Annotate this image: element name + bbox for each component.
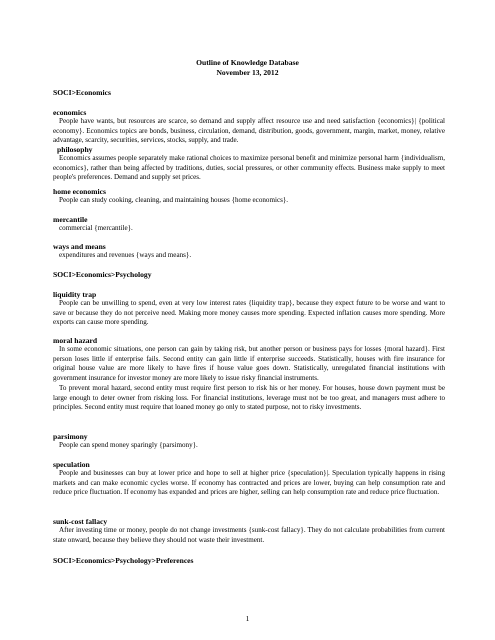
entry-body-philosophy bbox=[53, 154, 445, 183]
entry-text: Economics assumes people separately make rational choices to maximize personal benefit and minimize personal harm {individualism, economics}, rather than being affected by traditions, duties, social pressures, or other community effects. Business make supply to meet people's preferences. Demand and supply set prices. bbox=[53, 154, 445, 182]
entry-term-moral-hazard: moral hazard bbox=[53, 336, 98, 345]
entry-term-liquidity-trap: liquidity trap bbox=[53, 290, 97, 299]
entry-body-speculation bbox=[53, 469, 445, 498]
page-number: 1 bbox=[245, 614, 250, 623]
entry-text: commercial {mercantile}. bbox=[59, 224, 133, 232]
entry-body-ways-and-means bbox=[53, 251, 445, 261]
entry-body-sunk-cost-fallacy bbox=[53, 526, 445, 545]
entry-text: expenditures and revenues {ways and means}. bbox=[59, 251, 192, 259]
entry-term-speculation: speculation bbox=[53, 460, 90, 469]
section-heading: SOCI>Economics>Psychology>Preferences bbox=[53, 556, 194, 565]
section-heading: SOCI>Economics>Psychology bbox=[53, 270, 152, 279]
entry-text: In some economic situations, one person can gain by taking risk, but another person or business pays for losses {moral hazard}. First person loses little if enterprise fails. Second entity can gain little if enterprise succeeds. Statistically, houses with fire insurance for original house value are more likely to have fires if house value goes down. Statistically, unregulated financial institutions with government insurance for investor money are more likely to issue risky financial instruments. bbox=[53, 345, 445, 382]
entry-body-liquidity-trap bbox=[53, 299, 445, 328]
entry-term-philosophy: philosophy bbox=[57, 145, 93, 154]
entry-text: People can be unwilling to spend, even at very low interest rates {liquidity trap}, because they expect future to be worse and want to save or because they do not perceive need. Making more money causes more spending. Expected inflation causes more spending. More exports can cause more spending. bbox=[53, 299, 445, 327]
entry-term-home-economics: home economics bbox=[53, 187, 106, 196]
entry-text: People can spend money sparingly {parsimony}. bbox=[59, 441, 198, 449]
entry-text: People have wants, but resources are scarce, so demand and supply affect resource use and need satisfaction {economics}| {political economy}. Economics topics are bonds, business, circulation, demand, distribution, goods, government, margin, market, money, relative advantage, scarcity, securities, services, stocks, supply, and trade. bbox=[53, 117, 445, 145]
entry-body-moral-hazard-1 bbox=[53, 345, 445, 383]
entry-text: People can study cooking, cleaning, and maintaining houses {home economics}. bbox=[59, 196, 289, 204]
entry-body-mercantile bbox=[53, 224, 445, 234]
entry-text: People and businesses can buy at lower price and hope to sell at higher price {speculation}|. Speculation typically happens in rising markets and can make economic cycles worse. If economy has contracted and prices are lower, buying can help consumption rate and reduce price fluctuation. If economy has expanded and prices are higher, selling can help consumption rate and reduce price fluctuation. bbox=[53, 469, 445, 497]
entry-body-economics bbox=[53, 117, 445, 146]
entry-term-parsimony: parsimony bbox=[53, 432, 88, 441]
entry-term-economics: economics bbox=[53, 108, 87, 117]
entry-term-sunk-cost-fallacy: sunk-cost fallacy bbox=[53, 517, 108, 526]
entry-body-home-economics bbox=[53, 196, 445, 206]
document-title: Outline of Knowledge Database bbox=[196, 58, 299, 67]
document-date: November 13, 2012 bbox=[216, 68, 279, 77]
entry-term-mercantile: mercantile bbox=[53, 215, 88, 224]
section-heading: SOCI>Economics bbox=[53, 88, 111, 97]
entry-text: To prevent moral hazard, second entity must require first person to risk his or her money. For houses, house down payment must be large enough to deter owner from risking loss. For financial institutions, leverage must not be too great, and managers must adhere to principles. Second entity must require that loaned money go only to stated purpose, not to risky investments. bbox=[53, 384, 445, 412]
entry-body-parsimony bbox=[53, 441, 445, 451]
entry-text: After investing time or money, people do not change investments {sunk-cost fallacy}. They do not calculate probabilities from current state onward, because they believe they should not waste their investment. bbox=[53, 526, 445, 544]
entry-term-ways-and-means: ways and means bbox=[53, 242, 106, 251]
entry-body-moral-hazard-2 bbox=[53, 384, 445, 413]
